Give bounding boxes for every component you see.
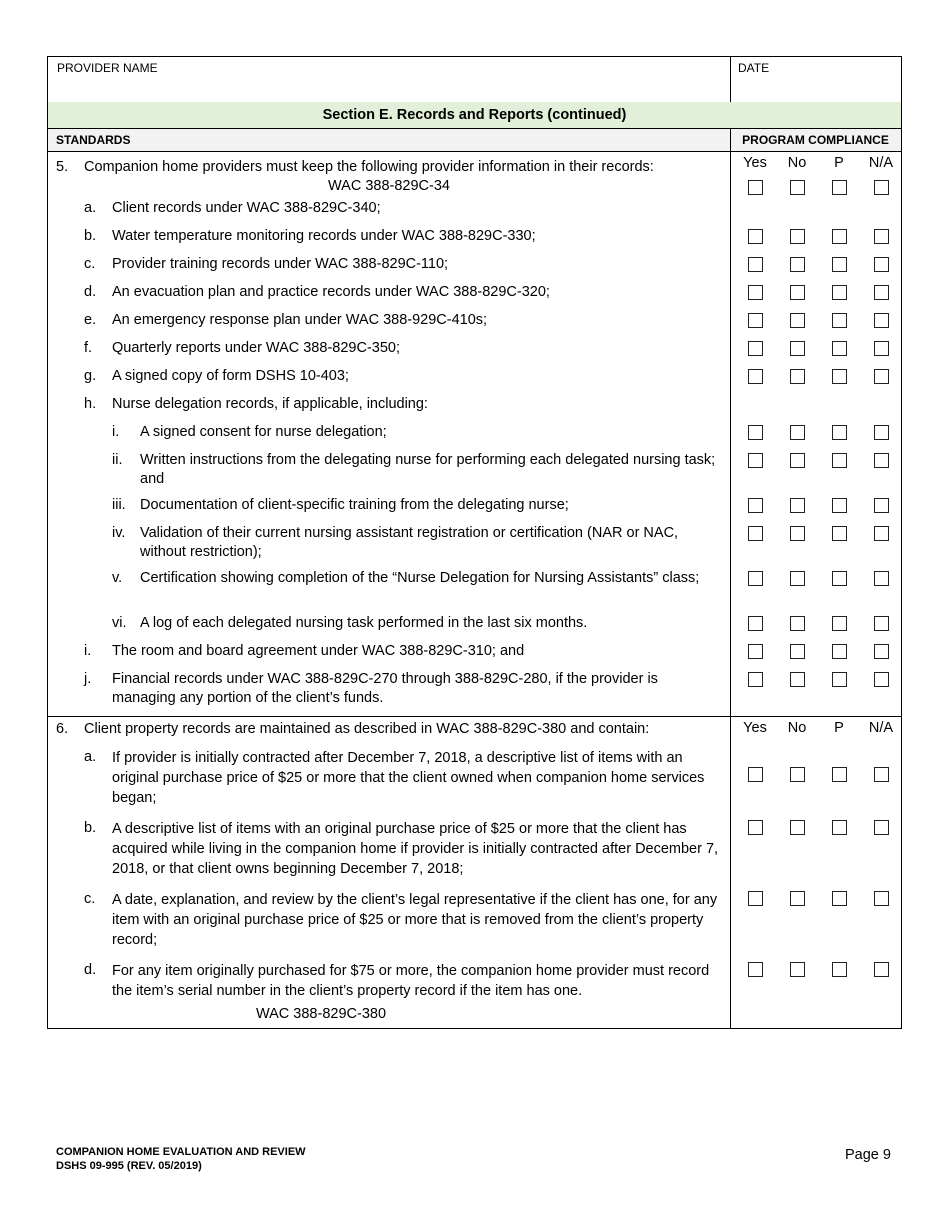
standards-header: STANDARDS bbox=[56, 133, 131, 147]
item-5-e-no-checkbox[interactable] bbox=[790, 313, 805, 328]
nurse-item-text: Documentation of client-specific training from the delegating nurse; bbox=[140, 497, 569, 513]
item-6-c-no-checkbox[interactable] bbox=[790, 891, 805, 906]
sub-item-label: b. bbox=[84, 228, 97, 244]
sub-item-text: Client records under WAC 388-829C-340; bbox=[112, 200, 381, 216]
sub-item-label: f. bbox=[84, 340, 93, 356]
nurse-item-text: Written instructions from the delegating nurse for performing each delegated nursing task; and bbox=[140, 452, 716, 487]
item-5-g-no-checkbox[interactable] bbox=[790, 369, 805, 384]
item-5-c-no-checkbox[interactable] bbox=[790, 257, 805, 272]
item-5-g-yes-checkbox[interactable] bbox=[748, 369, 763, 384]
item-5-answer-header: No bbox=[787, 155, 807, 171]
item-5-f-na-checkbox[interactable] bbox=[874, 341, 889, 356]
item-6-d-no-checkbox[interactable] bbox=[790, 962, 805, 977]
item-5-d-na-checkbox[interactable] bbox=[874, 285, 889, 300]
sub-item-label: i. bbox=[84, 643, 92, 659]
item-5-j-no-checkbox[interactable] bbox=[790, 672, 805, 687]
item-5-b-na-checkbox[interactable] bbox=[874, 229, 889, 244]
nurse-item-5-na-checkbox[interactable] bbox=[874, 571, 889, 586]
item-5-d-no-checkbox[interactable] bbox=[790, 285, 805, 300]
item-5-b-no-checkbox[interactable] bbox=[790, 229, 805, 244]
item-6-number: 6. bbox=[56, 721, 69, 737]
item-5-g-p-checkbox[interactable] bbox=[832, 369, 847, 384]
item-6-d-p-checkbox[interactable] bbox=[832, 962, 847, 977]
item-5-answer-header: P bbox=[834, 155, 844, 171]
provider-date-row bbox=[48, 57, 901, 103]
sub-item-text: For any item originally purchased for $75 or more, the companion home provider must record the item’s serial number in the client’s property record if the item has one. bbox=[112, 963, 710, 999]
item-5-g-na-checkbox[interactable] bbox=[874, 369, 889, 384]
item-5-f-p-checkbox[interactable] bbox=[832, 341, 847, 356]
item-5-d-yes-checkbox[interactable] bbox=[748, 285, 763, 300]
nurse-item-6-p-checkbox[interactable] bbox=[832, 616, 847, 631]
item-5-e-yes-checkbox[interactable] bbox=[748, 313, 763, 328]
nurse-item-4-yes-checkbox[interactable] bbox=[748, 526, 763, 541]
nurse-item-2-p-checkbox[interactable] bbox=[832, 453, 847, 468]
nurse-item-4-na-checkbox[interactable] bbox=[874, 526, 889, 541]
item-5-p-checkbox[interactable] bbox=[832, 180, 847, 195]
sub-item-label: a. bbox=[84, 200, 97, 216]
item-5-i-p-checkbox[interactable] bbox=[832, 644, 847, 659]
item-5-yes-checkbox[interactable] bbox=[748, 180, 763, 195]
item-5-answer-header: Yes bbox=[743, 155, 767, 171]
nurse-item-1-no-checkbox[interactable] bbox=[790, 425, 805, 440]
nurse-item-3-na-checkbox[interactable] bbox=[874, 498, 889, 513]
nurse-item-6-yes-checkbox[interactable] bbox=[748, 616, 763, 631]
item-6-answer-header: Yes bbox=[743, 720, 767, 736]
sub-item-label: b. bbox=[84, 820, 97, 836]
item-6-reference: WAC 388-829C-380 bbox=[255, 1006, 387, 1022]
nurse-item-4-no-checkbox[interactable] bbox=[790, 526, 805, 541]
date-label: DATE bbox=[738, 61, 770, 75]
nurse-item-text: Certification showing completion of the “Nurse Delegation for Nursing Assistants” class; bbox=[140, 570, 700, 586]
item-5-j-yes-checkbox[interactable] bbox=[748, 672, 763, 687]
program-compliance-header: PROGRAM COMPLIANCE bbox=[742, 133, 889, 147]
item-5-e-p-checkbox[interactable] bbox=[832, 313, 847, 328]
item-5-no-checkbox[interactable] bbox=[790, 180, 805, 195]
sub-item-text: An evacuation plan and practice records under WAC 388-829C-320; bbox=[112, 284, 550, 300]
sub-item-label: d. bbox=[84, 962, 97, 978]
footer-form-title: COMPANION HOME EVALUATION AND REVIEW bbox=[56, 1146, 306, 1158]
nurse-item-label: v. bbox=[112, 570, 123, 586]
nurse-item-6-no-checkbox[interactable] bbox=[790, 616, 805, 631]
nurse-item-label: ii. bbox=[112, 452, 123, 468]
item-6-a-yes-checkbox[interactable] bbox=[748, 767, 763, 782]
item-5-reference: WAC 388-829C-34 bbox=[328, 178, 450, 194]
nurse-item-1-yes-checkbox[interactable] bbox=[748, 425, 763, 440]
sub-item-text: If provider is initially contracted after December 7, 2018, a descriptive list of items with an original purchase price of $25 or more that the client owned when companion home services began; bbox=[112, 750, 705, 806]
sub-item-text: Quarterly reports under WAC 388-829C-350; bbox=[112, 340, 400, 356]
item-6-text: Client property records are maintained as described in WAC 388-829C-380 and contain: bbox=[84, 721, 650, 737]
sub-item-label: g. bbox=[84, 368, 97, 384]
nurse-item-label: iii. bbox=[112, 497, 126, 513]
nurse-item-3-no-checkbox[interactable] bbox=[790, 498, 805, 513]
section-title: Section E. Records and Reports (continued) bbox=[48, 102, 901, 129]
sub-item-text: Financial records under WAC 388-829C-270 through 388-829C-280, if the provider is managing any portion of the client’s funds. bbox=[112, 671, 658, 706]
sub-item-text: A descriptive list of items with an original purchase price of $25 or more that the client has acquired while living in the companion home if provider is initially contracted after December 7, 2018, or that client owns beginning December 7, 2018; bbox=[112, 821, 719, 877]
nurse-item-label: vi. bbox=[112, 615, 127, 631]
nurse-item-4-p-checkbox[interactable] bbox=[832, 526, 847, 541]
item-5-j-p-checkbox[interactable] bbox=[832, 672, 847, 687]
nurse-item-3-p-checkbox[interactable] bbox=[832, 498, 847, 513]
sub-item-text: Nurse delegation records, if applicable, including: bbox=[112, 396, 428, 412]
sub-item-label: e. bbox=[84, 312, 97, 328]
item-6-b-p-checkbox[interactable] bbox=[832, 820, 847, 835]
sub-item-text: An emergency response plan under WAC 388-929C-410s; bbox=[112, 312, 488, 328]
nurse-item-text: A signed consent for nurse delegation; bbox=[140, 424, 387, 440]
sub-item-label: c. bbox=[84, 891, 96, 907]
nurse-item-5-yes-checkbox[interactable] bbox=[748, 571, 763, 586]
nurse-item-text: A log of each delegated nursing task performed in the last six months. bbox=[140, 615, 588, 631]
item-6-c-p-checkbox[interactable] bbox=[832, 891, 847, 906]
item-5-c-p-checkbox[interactable] bbox=[832, 257, 847, 272]
nurse-item-1-p-checkbox[interactable] bbox=[832, 425, 847, 440]
item-6-a-p-checkbox[interactable] bbox=[832, 767, 847, 782]
sub-item-label: d. bbox=[84, 284, 97, 300]
item-5-j-na-checkbox[interactable] bbox=[874, 672, 889, 687]
item-5-f-yes-checkbox[interactable] bbox=[748, 341, 763, 356]
nurse-item-5-p-checkbox[interactable] bbox=[832, 571, 847, 586]
item-6-answer-header: No bbox=[787, 720, 807, 736]
item-6-answer-header: N/A bbox=[868, 720, 894, 736]
item-6-c-yes-checkbox[interactable] bbox=[748, 891, 763, 906]
item-5-answer-header: N/A bbox=[868, 155, 894, 171]
nurse-item-1-na-checkbox[interactable] bbox=[874, 425, 889, 440]
nurse-item-6-na-checkbox[interactable] bbox=[874, 616, 889, 631]
item-6-a-na-checkbox[interactable] bbox=[874, 767, 889, 782]
item-5-b-p-checkbox[interactable] bbox=[832, 229, 847, 244]
item-6-a-no-checkbox[interactable] bbox=[790, 767, 805, 782]
item-5-i-yes-checkbox[interactable] bbox=[748, 644, 763, 659]
header-divider bbox=[730, 57, 731, 102]
nurse-item-label: i. bbox=[112, 424, 120, 440]
item-5-i-na-checkbox[interactable] bbox=[874, 644, 889, 659]
sub-item-label: c. bbox=[84, 256, 96, 272]
nurse-item-5-no-checkbox[interactable] bbox=[790, 571, 805, 586]
item-separator bbox=[48, 716, 901, 717]
item-5-i-no-checkbox[interactable] bbox=[790, 644, 805, 659]
footer-form-number: DSHS 09-995 (REV. 05/2019) bbox=[56, 1160, 202, 1172]
column-divider bbox=[730, 129, 731, 1029]
nurse-item-2-na-checkbox[interactable] bbox=[874, 453, 889, 468]
item-5-e-na-checkbox[interactable] bbox=[874, 313, 889, 328]
item-6-d-yes-checkbox[interactable] bbox=[748, 962, 763, 977]
sub-item-text: Water temperature monitoring records under WAC 388-829C-330; bbox=[112, 228, 536, 244]
item-5-text: Companion home providers must keep the following provider information in their records: bbox=[84, 159, 654, 175]
item-5-c-na-checkbox[interactable] bbox=[874, 257, 889, 272]
sub-item-text: Provider training records under WAC 388-829C-110; bbox=[112, 256, 449, 272]
item-5-f-no-checkbox[interactable] bbox=[790, 341, 805, 356]
item-5-na-checkbox[interactable] bbox=[874, 180, 889, 195]
item-5-d-p-checkbox[interactable] bbox=[832, 285, 847, 300]
item-6-b-na-checkbox[interactable] bbox=[874, 820, 889, 835]
item-6-b-yes-checkbox[interactable] bbox=[748, 820, 763, 835]
provider-name-label: PROVIDER NAME bbox=[57, 61, 158, 75]
footer-form-info bbox=[56, 1145, 306, 1173]
sub-item-label: h. bbox=[84, 396, 97, 412]
item-5-c-yes-checkbox[interactable] bbox=[748, 257, 763, 272]
nurse-item-3-yes-checkbox[interactable] bbox=[748, 498, 763, 513]
item-5-number: 5. bbox=[56, 159, 69, 175]
column-headers bbox=[48, 129, 901, 152]
page-number: Page 9 bbox=[845, 1147, 891, 1163]
sub-item-text: The room and board agreement under WAC 388-829C-310; and bbox=[112, 643, 525, 659]
item-5-b-yes-checkbox[interactable] bbox=[748, 229, 763, 244]
item-6-b-no-checkbox[interactable] bbox=[790, 820, 805, 835]
sub-item-label: a. bbox=[84, 749, 97, 765]
nurse-item-label: iv. bbox=[112, 525, 126, 541]
item-6-c-na-checkbox[interactable] bbox=[874, 891, 889, 906]
sub-item-text: A date, explanation, and review by the client’s legal representative if the client has one, for any item with an original purchase price of $25 or more that is removed from the client’s property record; bbox=[112, 892, 718, 948]
sub-item-text: A signed copy of form DSHS 10-403; bbox=[112, 368, 349, 384]
sub-item-label: j. bbox=[84, 671, 92, 687]
form-table bbox=[47, 56, 902, 1029]
nurse-item-2-no-checkbox[interactable] bbox=[790, 453, 805, 468]
item-6-d-na-checkbox[interactable] bbox=[874, 962, 889, 977]
nurse-item-text: Validation of their current nursing assistant registration or certification (NAR or NAC, without restriction); bbox=[140, 525, 679, 560]
nurse-item-2-yes-checkbox[interactable] bbox=[748, 453, 763, 468]
item-6-answer-header: P bbox=[834, 720, 844, 736]
